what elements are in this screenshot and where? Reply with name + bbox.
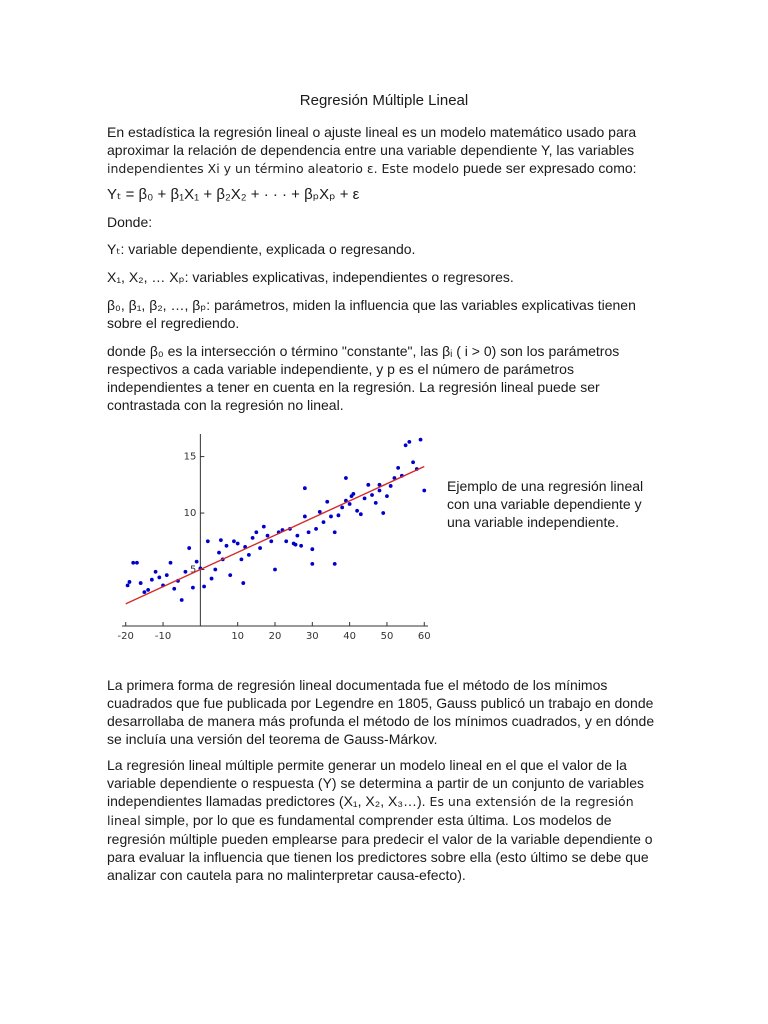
x-tick-label: 10 <box>231 631 245 642</box>
history-paragraph: La primera forma de regresión lineal documentada fue el método de los mínimos cuadrados que fue publicada por Legendre en 1805, Gauss publicó un trabajo en donde desarrollaba de manera más profunda el método de los mínimos cuadrados, y en dónde se incluía una versión del teorema de Gauss-Márkov. <box>107 677 655 747</box>
data-point <box>322 520 326 524</box>
data-point <box>169 561 173 565</box>
data-point <box>172 587 176 591</box>
data-point <box>157 576 161 580</box>
data-point <box>366 483 370 487</box>
y-tick-label: 5 <box>189 564 197 576</box>
data-point <box>213 568 217 572</box>
data-point <box>333 562 337 566</box>
x-tick-label: 50 <box>380 631 394 642</box>
data-point <box>329 515 333 519</box>
data-point <box>303 515 307 519</box>
data-point <box>228 573 232 577</box>
data-point <box>262 525 266 529</box>
data-point <box>142 590 146 594</box>
data-point <box>295 534 299 538</box>
intro-paragraph <box>107 123 667 178</box>
data-point <box>154 570 158 574</box>
intro-text-a: En estadística la regresión lineal o ajuste lineal es un modelo matemático usado para aproximar la relación de dependencia entre una variable dependiente Y, las variables <box>107 124 637 158</box>
data-point <box>310 547 314 551</box>
x-tick-label: -10 <box>154 631 172 642</box>
data-point <box>251 536 255 540</box>
intro-text-c: puede ser expresado como: <box>459 160 637 176</box>
data-point <box>310 562 314 566</box>
definition-x: X₁, X₂, … Xₚ: variables explicativas, independientes o regresores. <box>107 269 514 285</box>
x-tick-label: 30 <box>305 631 319 642</box>
data-point <box>184 570 188 574</box>
data-point <box>202 585 206 589</box>
data-point <box>240 557 244 561</box>
data-point <box>247 553 251 557</box>
data-point <box>225 544 229 548</box>
data-point <box>236 542 240 546</box>
data-point <box>303 486 307 490</box>
data-point <box>363 496 367 500</box>
data-point <box>350 494 354 498</box>
data-point <box>404 443 408 447</box>
data-point <box>294 543 298 547</box>
data-point <box>378 489 382 493</box>
definition-y: Yₜ: variable dependiente, explicada o regresando. <box>107 241 416 257</box>
data-point <box>266 534 270 538</box>
y-tick-label: 10 <box>183 508 197 520</box>
donde-label: Donde: <box>107 214 153 230</box>
data-point <box>419 438 423 442</box>
data-point <box>359 512 363 516</box>
multiple-text-c: simple, por lo que es fundamental comprender esta última. Los modelos de regresión múltiple pueden emplearse para predecir el valor de la variable dependiente o para evaluar la influencia que tienen los predictores sobre ella (esto último se debe que analizar con cautela para no malinterpretar causa-efecto). <box>107 812 653 883</box>
data-point <box>355 509 359 513</box>
data-point <box>241 581 245 585</box>
data-point <box>299 544 303 548</box>
data-point <box>422 489 426 493</box>
data-point <box>389 484 393 488</box>
data-point <box>232 539 236 543</box>
x-tick-label: 40 <box>343 631 357 642</box>
data-point <box>381 511 385 515</box>
intro-text-b: independientes Xi y un término aleatorio ε. Este modelo <box>107 161 460 176</box>
data-point <box>411 460 415 464</box>
data-point <box>325 500 329 504</box>
data-point <box>206 539 210 543</box>
definition-beta: β₀, β₁, β₂, …, βₚ: parámetros, miden la influencia que las variables explicativas tienen sobre el regrediendo. <box>107 297 636 331</box>
data-point <box>333 530 337 534</box>
chart-caption: Ejemplo de una regresión lineal con una variable dependiente y una variable independiente. <box>447 478 644 530</box>
multiple-text-a: La regresión lineal múltiple permite generar un modelo lineal en el que el valor de la variable dependiente o respuesta (Y) se determina a partir de un conjunto de variables independientes llamadas predictores (X₁, X₂, X₃…). <box>107 757 644 809</box>
multiple-regression-paragraph <box>107 756 667 884</box>
data-point <box>337 513 341 517</box>
data-point <box>396 466 400 470</box>
data-point <box>407 440 411 444</box>
data-point <box>131 561 135 565</box>
data-point <box>217 551 221 555</box>
data-point <box>374 501 378 505</box>
data-point <box>191 586 195 590</box>
data-point <box>146 588 150 592</box>
scatter-chart <box>108 430 438 645</box>
data-point <box>210 577 214 581</box>
data-point <box>254 530 258 534</box>
intersection-paragraph: donde β₀ es la intersección o término "constante", las βᵢ ( i > 0) son los parámetros respectivos a cada variable independiente, y p es el número de parámetros independientes a tener en cuenta en la regresión. La regresión lineal puede ser contrastada con la regresión no lineal. <box>107 343 620 413</box>
data-point <box>370 493 374 497</box>
data-point <box>269 539 273 543</box>
data-point <box>307 530 311 534</box>
data-point <box>219 538 223 542</box>
data-point <box>126 583 130 587</box>
data-point <box>150 578 154 582</box>
data-point <box>135 561 139 565</box>
data-point <box>139 581 143 585</box>
data-point <box>284 539 288 543</box>
data-point <box>273 568 277 572</box>
page-title: Regresión Múltiple Lineal <box>299 92 469 109</box>
data-point <box>385 494 389 498</box>
scatter-plot-svg <box>108 430 438 645</box>
multiple-text-b: Es una extensión de la regresión lineal <box>107 794 634 828</box>
data-point <box>340 506 344 510</box>
regression-equation: Yₜ = β₀ + β₁X₁ + β₂X₂ + · · · + βₚXₚ + ε <box>107 186 360 203</box>
data-point <box>187 546 191 550</box>
data-point <box>195 560 199 564</box>
y-tick-label: 15 <box>183 451 197 463</box>
data-point <box>128 580 132 584</box>
data-point <box>314 527 318 531</box>
data-point <box>344 476 348 480</box>
x-tick-label: 20 <box>268 631 282 642</box>
regression-line <box>126 467 425 604</box>
data-point <box>180 598 184 602</box>
x-tick-label: 60 <box>417 631 431 642</box>
data-point <box>258 546 262 550</box>
data-point <box>165 573 169 577</box>
x-tick-label: -20 <box>117 631 134 642</box>
data-point <box>348 502 352 506</box>
